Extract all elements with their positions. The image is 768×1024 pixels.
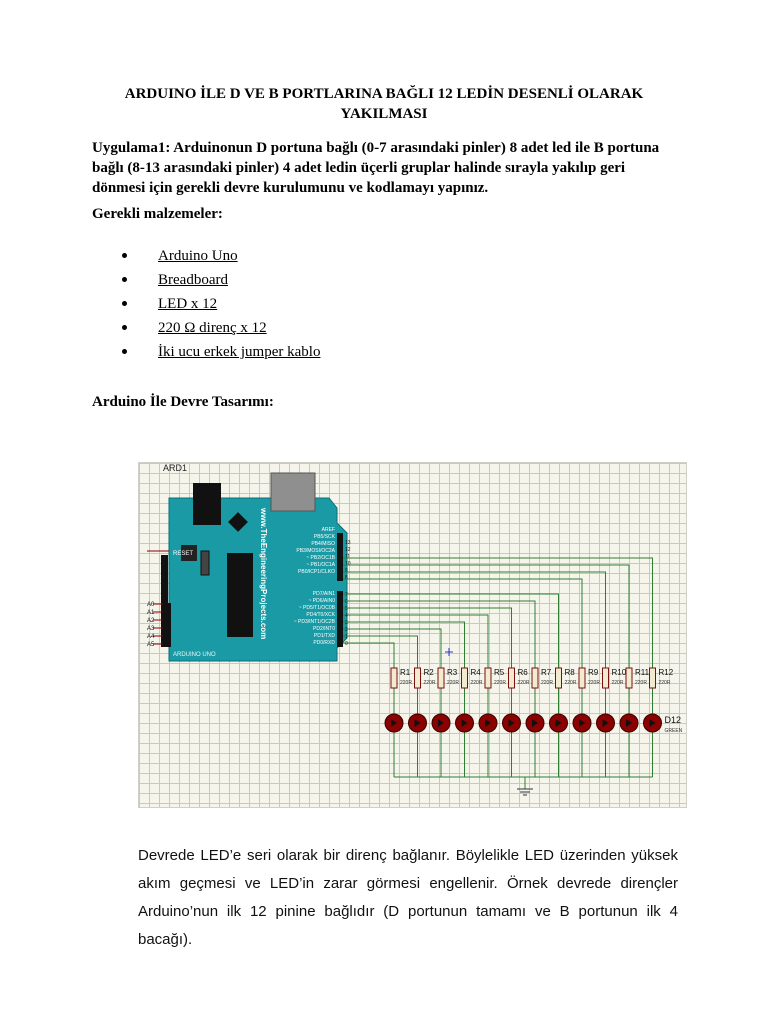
design-heading: Arduino İle Devre Tasarımı: <box>92 394 274 410</box>
resistor-body <box>462 668 468 688</box>
resistor-value: 220R <box>635 680 647 686</box>
list-item <box>122 342 320 366</box>
port-b-pin-number: 11 <box>345 554 351 560</box>
board-ref: ARD1 <box>163 463 188 473</box>
board-website: www.TheEngineeringProjects.com <box>259 508 268 640</box>
resistor-array <box>391 668 674 688</box>
resistor-value: 220R <box>447 680 459 686</box>
port-d-wire <box>343 636 418 668</box>
resistor-body <box>415 668 421 688</box>
resistor-body <box>603 668 609 688</box>
port-d-wire <box>343 608 512 668</box>
led-color-label: GREEN <box>664 728 683 734</box>
port-d-wire <box>343 629 441 668</box>
port-b-pin-number: 9 <box>345 568 348 574</box>
port-b-label: ~ PB1/OC1A <box>306 562 335 568</box>
page-title: ARDUINO İLE D VE B PORTLARINA BAĞLI 12 LEDİN DESENLİ OLARAK YAKILMASI <box>124 86 644 122</box>
port-b-label: ~ PB2/OC1B <box>306 555 335 561</box>
list-item <box>122 318 320 342</box>
port-d-label: ~ PD5/T1/OC0B <box>298 605 335 611</box>
ground-bus <box>394 777 653 795</box>
analog-pin-label: A0 <box>147 602 155 608</box>
resistor-body <box>579 668 585 688</box>
port-b-label: PB4/MISO <box>311 541 335 547</box>
resistor-value: 220R <box>517 680 530 686</box>
port-b-wire <box>343 572 606 668</box>
resistor-value: 220R <box>541 680 553 686</box>
bullet-icon <box>122 301 127 306</box>
resistor-value: 220R <box>564 680 577 686</box>
resistor-value: 220R <box>658 680 671 686</box>
resistor-label: R1 <box>400 668 411 677</box>
resistor-value: 220R <box>423 680 436 686</box>
port-b-wire <box>343 565 629 668</box>
resistor-body <box>438 668 444 688</box>
port-d-wire <box>343 594 559 668</box>
port-b-pin-number: 12 <box>345 547 351 553</box>
resistor-label: R10 <box>611 668 627 677</box>
resistor-label: R9 <box>588 668 599 677</box>
analog-pin-label: A1 <box>147 610 155 616</box>
port-b-label: PB0/ICP1/CLKO <box>298 569 335 575</box>
resistor-body <box>532 668 538 688</box>
port-d-label: ~ PD3/INT1/OC2B <box>293 619 335 625</box>
list-item <box>122 294 320 318</box>
analog-pin-label: A5 <box>147 642 155 648</box>
material-link[interactable]: LED x 12 <box>158 296 218 312</box>
port-d-pin-number: 3 <box>345 620 348 626</box>
materials-list <box>122 246 320 366</box>
resistor-body <box>509 668 515 688</box>
microcontroller-icon <box>227 553 253 637</box>
analog-pin-label: A4 <box>147 634 155 640</box>
resistor-label: R8 <box>564 668 575 677</box>
resistor-body <box>556 668 562 688</box>
assignment-text: Uygulama1: Arduinonun D portuna bağlı (0-7 arasındaki pinler) 8 adet led ile B portuna bağlı (8-13 arasındaki pinler) 4 adet ledin üçerli gruplar halinde sırayla yakılıp geri dönmesi için gerekli devre kurulumunu ve kodlamayı yapınız. <box>92 140 660 196</box>
port-b-wire <box>343 579 582 668</box>
power-jack-icon <box>193 483 221 525</box>
bullet-icon <box>122 349 127 354</box>
port-b-label: PB3/MOSI/OC2A <box>296 548 335 554</box>
port-b-pin-number: 13 <box>345 540 351 546</box>
resistor-body <box>485 668 491 688</box>
resistor-body <box>391 668 397 688</box>
port-d-pin-number: 0 <box>345 641 348 647</box>
port-d-label: PD2/INT0 <box>313 626 335 632</box>
resistor-label: R12 <box>658 668 674 677</box>
analog-pin-label: A2 <box>147 618 155 624</box>
port-d-wire <box>343 615 488 668</box>
port-d-label: PD0/RXD <box>313 640 335 646</box>
resistor-label: R4 <box>470 668 481 677</box>
resistor-label: R6 <box>517 668 528 677</box>
schematic-canvas <box>139 463 686 807</box>
left-header-icon <box>161 555 168 605</box>
description-paragraph: Devrede LED’e seri olarak bir direnç bağlanır. Böylelikle LED üzerinden yüksek akım geçmesi ve LED’in zarar görmesi engellenir. Örnek devrede dirençler Arduino’nun ilk 12 pinine bağlıdır (D portunun tamamı ve B portunun ilk 4 bacağı). <box>138 847 678 948</box>
resistor-value: 220R <box>611 680 624 686</box>
material-link[interactable]: Arduino Uno <box>158 248 238 264</box>
analog-pin-labels <box>147 602 163 648</box>
bullet-icon <box>122 325 127 330</box>
resistor-value: 220R <box>588 680 600 686</box>
port-d-wire <box>343 643 394 668</box>
port-b-label: AREF <box>321 527 335 533</box>
material-link[interactable]: Breadboard <box>158 272 228 288</box>
port-d-pin-number: 7 <box>345 592 348 598</box>
reset-label: RESET <box>173 551 194 557</box>
resistor-value: 220R <box>494 680 506 686</box>
led-array <box>385 714 683 734</box>
port-d-label: PD7/AIN1 <box>312 591 335 597</box>
crystal-icon <box>201 551 209 575</box>
port-d-wire <box>343 601 535 668</box>
resistor-label: R7 <box>541 668 552 677</box>
analog-header-icon <box>161 603 171 647</box>
materials-heading: Gerekli malzemeler: <box>92 206 223 222</box>
port-d-pin-number: 1 <box>345 634 348 640</box>
digital-header-top-icon <box>337 533 343 581</box>
resistor-body <box>626 668 632 688</box>
resistor-value: 220R <box>470 680 483 686</box>
usb-port-icon <box>271 473 315 511</box>
list-item <box>122 246 320 270</box>
resistor-label: R11 <box>635 668 650 677</box>
port-d-pin-number: 2 <box>345 627 348 633</box>
port-d-pin-number: 5 <box>345 606 348 612</box>
analog-pin-label: A3 <box>147 626 155 632</box>
resistor-value: 220R <box>400 680 412 686</box>
list-item <box>122 270 320 294</box>
material-link[interactable]: İki ucu erkek jumper kablo <box>158 344 321 360</box>
led-ref-label: D12 <box>664 715 682 725</box>
port-b-pin-number: 10 <box>345 561 351 567</box>
circuit-schematic <box>138 462 687 808</box>
resistor-body <box>650 668 656 688</box>
port-b-wire <box>343 558 653 668</box>
crosshair-icon <box>445 648 453 656</box>
board-name: ARDUINO UNO <box>173 652 216 658</box>
port-b-pin-number: 8 <box>345 575 348 581</box>
port-d-label: ~ PD6/AIN0 <box>308 598 335 604</box>
port-b-label: PB5/SCK <box>313 534 335 540</box>
port-d-label: PD1/TXD <box>313 633 335 639</box>
port-d-label: PD4/T0/XCK <box>306 612 335 618</box>
bullet-icon <box>122 277 127 282</box>
digital-header-bottom-icon <box>337 591 343 647</box>
resistor-label: R2 <box>423 668 434 677</box>
port-d-pin-number: 4 <box>345 613 348 619</box>
material-link[interactable]: 220 Ω direnç x 12 <box>158 320 267 336</box>
resistor-label: R3 <box>447 668 458 677</box>
port-d-pin-number: 6 <box>345 599 348 605</box>
resistor-label: R5 <box>494 668 505 677</box>
bullet-icon <box>122 253 127 258</box>
